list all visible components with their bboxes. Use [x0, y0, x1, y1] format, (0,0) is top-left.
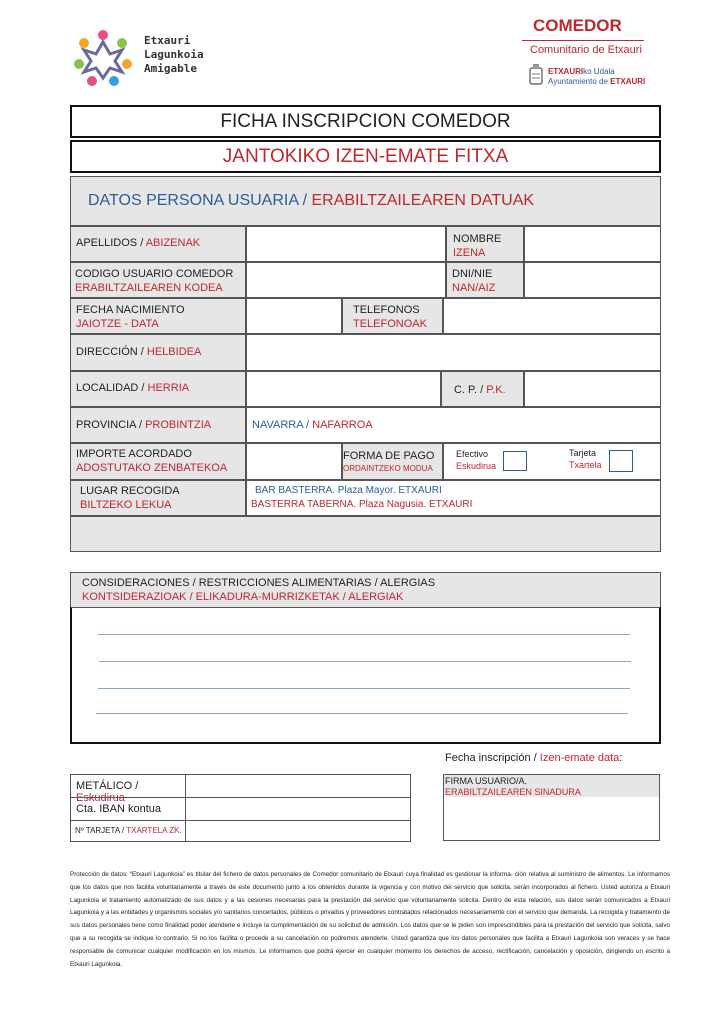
- title-box-es: [70, 105, 661, 138]
- iban-input[interactable]: [185, 797, 411, 821]
- apellidos-label: [70, 226, 246, 262]
- ayuntamiento-logo: [528, 64, 648, 94]
- lugar-value-es: BAR BASTERRA. Plaza Mayor. ETXAURI: [255, 485, 442, 496]
- comedor-divider: [522, 40, 644, 41]
- importe-label-eu: ADOSTUTAKO ZENBATEKOA: [76, 462, 228, 474]
- lugar-label-es: LUGAR RECOGIDA: [80, 485, 180, 497]
- fecha-inscripcion-eu: Izen-emate data: [539, 752, 620, 764]
- writing-line: [96, 713, 628, 714]
- direccion-label: [70, 334, 246, 371]
- fecha-inscripcion-label: [445, 752, 622, 764]
- importe-input[interactable]: [246, 443, 342, 480]
- cp-label-eu: P.K.: [486, 384, 506, 396]
- coat-of-arms-icon: [528, 64, 544, 90]
- nombre-input[interactable]: [524, 226, 661, 262]
- tarjeta-checkbox[interactable]: [609, 450, 633, 472]
- dni-label-es: DNI/NIE: [452, 268, 493, 280]
- tarjeta-numero-eu: TXARTELA ZK.: [126, 826, 182, 835]
- nombre-label: [446, 226, 524, 262]
- cp-input[interactable]: [524, 371, 661, 407]
- ayto-line2: Ayuntamiento de: [548, 77, 608, 86]
- logo-text-line2: Lagunkoia: [144, 48, 204, 61]
- tarjeta-label-eu: Txartela: [569, 460, 602, 470]
- logo-text-line1: Etxauri: [144, 34, 191, 47]
- forma-pago-label-eu: ORDAINTZEKO MODUA: [343, 464, 433, 473]
- localidad-label: [70, 371, 246, 407]
- fecha-label-es: FECHA NACIMIENTO: [76, 304, 185, 316]
- section2-title-es: CONSIDERACIONES / RESTRICCIONES ALIMENTARIAS / ALERGIAS: [82, 577, 436, 589]
- fecha-inscripcion-colon: :: [619, 752, 623, 764]
- lugar-label-eu: BILTZEKO LEKUA: [80, 499, 172, 511]
- page-title: FICHA INSCRIPCION COMEDOR: [220, 111, 511, 132]
- efectivo-label-eu: Eskudirua: [456, 461, 497, 471]
- lugar-value-eu: BASTERRA TABERNA. Plaza Nagusia. ETXAURI: [251, 499, 473, 510]
- logo-text-line3: Amigable: [144, 62, 197, 75]
- comedor-subtitle: Comunitario de Etxauri: [530, 44, 642, 56]
- dni-input[interactable]: [524, 262, 661, 298]
- provincia-label: [70, 407, 246, 443]
- forma-pago-options: [443, 443, 661, 480]
- apellidos-label-es: APELLIDOS /: [76, 237, 144, 249]
- cp-label-es: C. P. /: [454, 384, 484, 396]
- dni-label: [446, 262, 524, 298]
- tarjeta-numero-input[interactable]: [185, 820, 411, 842]
- importe-label-es: IMPORTE ACORDADO: [76, 448, 192, 460]
- nombre-label-eu: IZENA: [453, 247, 486, 259]
- codigo-label-eu: ERABILTZAILEAREN KODEA: [75, 282, 223, 294]
- fecha-nacimiento-label: [70, 298, 246, 334]
- metalico-label-eu: Eskudirua: [76, 792, 125, 804]
- efectivo-label-es: Efectivo: [456, 449, 489, 459]
- writing-line: [98, 634, 630, 635]
- firma-label-es: FIRMA USUARIO/A.: [445, 776, 528, 786]
- section2-title-eu: KONTSIDERAZIOAK / ELIKADURA-MURRIZKETAK / ALERGIAK: [82, 591, 404, 603]
- ayto-line2-name: ETXAURI: [610, 77, 646, 86]
- alergias-textarea[interactable]: [70, 607, 661, 744]
- metalico-input[interactable]: [185, 774, 411, 798]
- lugar-value: [246, 480, 661, 516]
- provincia-label-eu: PROBINTZIA: [145, 419, 212, 431]
- apellidos-input[interactable]: [246, 226, 446, 262]
- telefonos-label: [342, 298, 443, 334]
- section1-title-es: DATOS PERSONA USUARIA /: [88, 192, 308, 209]
- iban-label: [70, 797, 186, 821]
- localidad-input[interactable]: [246, 371, 441, 407]
- firma-label-eu: ERABILTZAILEAREN SINADURA: [445, 787, 581, 797]
- tarjeta-label-es: Tarjeta: [569, 448, 597, 458]
- provincia-value: [246, 407, 661, 443]
- importe-label: [70, 443, 246, 480]
- iban-label-text: Cta. IBAN kontua: [76, 803, 161, 815]
- metalico-label-es: METÁLICO /: [76, 780, 139, 792]
- telefonos-label-eu: TELEFONOAK: [353, 318, 427, 330]
- section1-header: [70, 176, 661, 226]
- direccion-input[interactable]: [246, 334, 661, 371]
- page-title-eu: JANTOKIKO IZEN-EMATE FITXA: [222, 146, 509, 167]
- fecha-inscripcion-es: Fecha inscripción /: [445, 752, 537, 764]
- telefonos-label-es: TELEFONOS: [353, 304, 420, 316]
- section1-title-eu: ERABILTZAILEAREN DATUAK: [311, 192, 535, 209]
- dni-label-eu: NAN/AIZ: [452, 282, 496, 294]
- telefonos-input[interactable]: [443, 298, 661, 334]
- title-box-eu: [70, 140, 661, 173]
- codigo-input[interactable]: [246, 262, 446, 298]
- metalico-label: [70, 774, 186, 804]
- fecha-label-eu: JAIOTZE - DATA: [76, 318, 159, 330]
- codigo-label: [70, 262, 246, 298]
- fecha-nacimiento-input[interactable]: [246, 298, 342, 334]
- lugar-label: [70, 480, 246, 516]
- ayto-suffix: ko Udala: [583, 67, 615, 76]
- codigo-label-es: CODIGO USUARIO COMEDOR: [75, 268, 234, 280]
- ayto-name: ETXAURI: [548, 67, 584, 76]
- section1-footer: [70, 516, 661, 552]
- privacy-notice: Protección de datos: “Etxauri Lagunkoia” es titular del fichero de datos personales de Comedor comunitario de Etxauri cuya finalidad es gestionar la informa- ción relativa al suministro de alimentos. Le informamos que los datos que nos facilita voluntariamente a través de este documento junto a los obtenidos durante la vigencia y con motivo del servicio que solicita, serán incorporados al fichero. Usted autoriza a Etxauri Lagunkoia el tratamiento automatizado de sus datos y a las cesiones necesarias para la prestación del servicio que voluntariamente solicita. Dentro de esta relación, sus datos serán comunicados a Etxauri Lagunkoia y a las entidades y organismos sociales y/o sanitarios concertados, públicos o privados y proveedores contratados relacionados necesariamente con el servicio que demanda. La recogida y tratamiento de sus datos personales tiene como finalidad poder atenderle e incluye la cumplimentación de su solicitud de admisión. Los datos que se le piden son imprescindibles para la prestación del servicio que solicita, salvo que a su recogida se indique lo contrario. Si no los facilita o procede a su cancelación no podremos atenderle. Usted garantiza que los datos personales que facilita a Etxauri Lagunkoia son veraces y se hace responsable de comunicar cualquier modificación en los mismos. Le informamos que podrá ejercer en cualquier momento los derechos de acceso, rectificación, cancelación y oposición, dirigiendo un escrito a Etxauri Lagunkoia.: [70, 871, 670, 968]
- cp-label: [441, 371, 524, 407]
- localidad-label-es: LOCALIDAD /: [76, 382, 145, 394]
- direccion-label-es: DIRECCIÓN /: [76, 346, 144, 358]
- forma-pago-label: [342, 443, 443, 480]
- provincia-label-es: PROVINCIA /: [76, 419, 143, 431]
- tarjeta-numero-es: Nº TARJETA /: [75, 826, 125, 835]
- direccion-label-eu: HELBIDEA: [146, 346, 202, 358]
- localidad-label-eu: HERRIA: [147, 382, 190, 394]
- writing-line: [98, 688, 630, 689]
- efectivo-checkbox[interactable]: [503, 451, 527, 471]
- firma-box[interactable]: [443, 774, 660, 841]
- tarjeta-numero-label: [70, 820, 186, 842]
- apellidos-label-eu: ABIZENAK: [145, 237, 201, 249]
- etxauri-lagunkoia-logo: [70, 26, 204, 92]
- writing-line: [99, 661, 631, 662]
- nombre-label-es: NOMBRE: [453, 233, 502, 245]
- firma-header: [444, 775, 659, 797]
- people-circle-icon: [70, 26, 136, 92]
- forma-pago-label-es: FORMA DE PAGO: [343, 450, 435, 462]
- provincia-value-es: NAVARRA /: [252, 419, 310, 431]
- section2-header: [70, 572, 661, 608]
- comedor-title: COMEDOR: [533, 16, 622, 35]
- provincia-value-eu: NAFARROA: [312, 419, 373, 431]
